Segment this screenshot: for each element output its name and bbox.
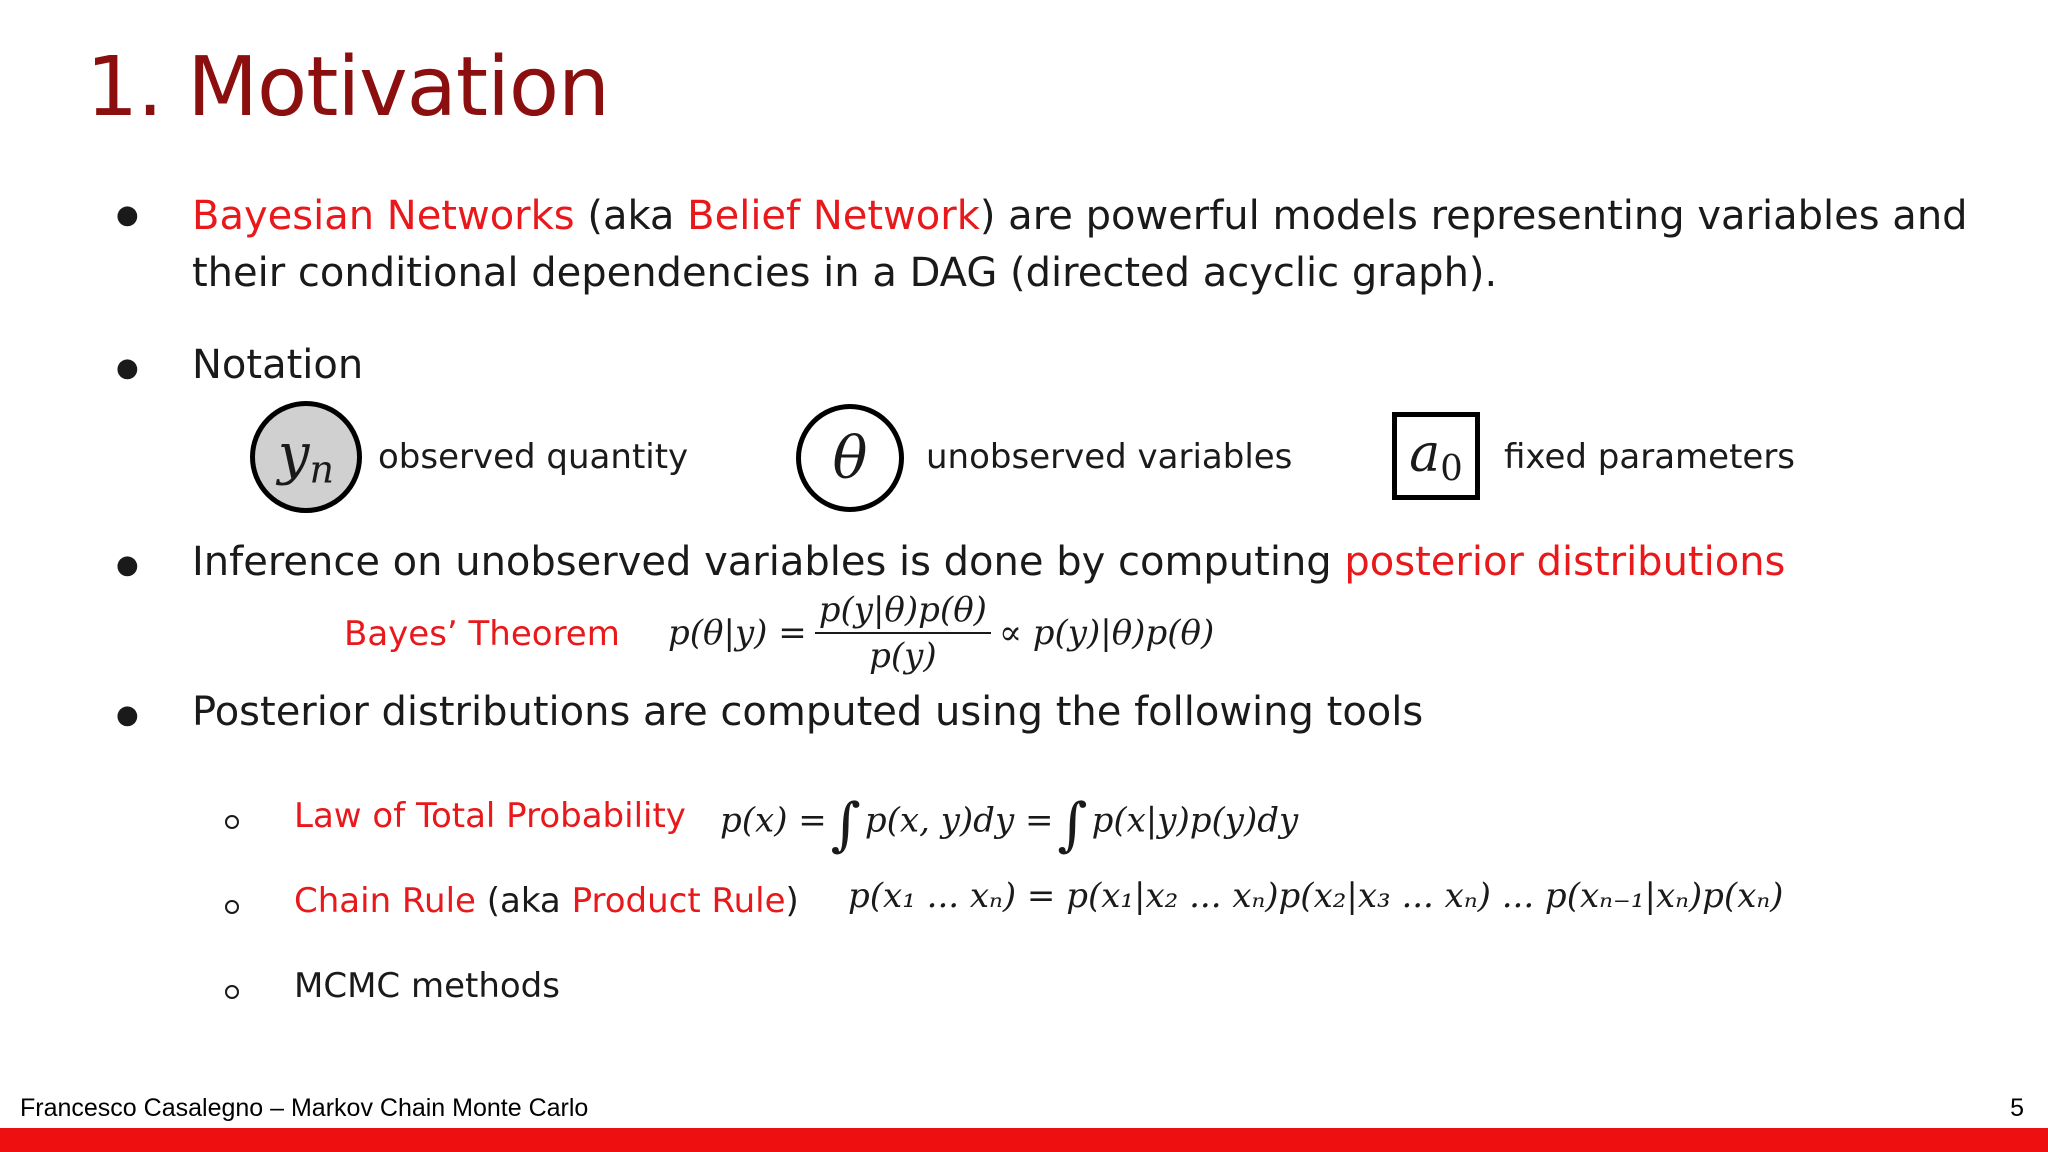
footer-author-title: Francesco Casalegno – Markov Chain Monte Carlo bbox=[20, 1094, 589, 1122]
observed-symbol: $y_n$ bbox=[277, 422, 335, 492]
notation-label: Notation bbox=[192, 342, 364, 388]
fixed-node-icon bbox=[1392, 412, 1480, 500]
sub-bullet-circle bbox=[225, 985, 239, 999]
term-belief-network: Belief Network bbox=[687, 193, 980, 239]
bayes-numerator: p(y|θ)p(θ) bbox=[815, 590, 991, 634]
term-posterior-distributions: posterior distributions bbox=[1344, 539, 1786, 585]
law-total-probability-formula: p(x) =∫ p(x, y)dy =∫ p(x|y)p(y)dy bbox=[720, 790, 1299, 858]
inference-text: Inference on unobserved variables is done by computing bbox=[192, 539, 1345, 585]
unobserved-node-icon bbox=[796, 404, 904, 512]
sub-bullet-circle bbox=[225, 900, 239, 914]
slide-title: 1. Motivation bbox=[86, 40, 610, 135]
term-product-rule: Product Rule bbox=[571, 881, 786, 921]
bullet-dot: ● bbox=[116, 353, 139, 383]
term-law-total-probability: Law of Total Probability bbox=[294, 796, 686, 836]
bullet-bayesian-networks bbox=[192, 188, 1968, 302]
unobserved-label: unobserved variables bbox=[926, 437, 1293, 477]
bullet-dot: ● bbox=[116, 550, 139, 580]
unobserved-symbol: θ bbox=[832, 424, 868, 492]
fixed-label: fixed parameters bbox=[1504, 437, 1796, 477]
mcmc-methods-item: MCMC methods bbox=[294, 966, 560, 1006]
fixed-symbol: $a_0$ bbox=[1409, 423, 1463, 489]
text-line1-rest: ) are powerful models representing variables and bbox=[979, 193, 1968, 239]
bottom-accent-bar bbox=[0, 1128, 2048, 1152]
bayes-rhs: ∝ p(y)|θ)p(θ) bbox=[998, 613, 1215, 653]
bullet-dot: ● bbox=[116, 700, 139, 730]
observed-node-icon bbox=[250, 401, 362, 513]
integral-sign: ∫ bbox=[830, 790, 861, 858]
term-chain-rule: Chain Rule bbox=[294, 881, 476, 921]
bayes-formula bbox=[668, 590, 1214, 676]
bullet-inference bbox=[192, 534, 1785, 591]
bayes-lhs: p(θ|y) = bbox=[668, 613, 807, 653]
text-line2: their conditional dependencies in a DAG (directed acyclic graph). bbox=[192, 250, 1498, 296]
bayes-denominator: p(y) bbox=[869, 636, 937, 676]
term-bayesian-networks: Bayesian Networks bbox=[192, 193, 575, 239]
bullet-dot: ● bbox=[116, 200, 139, 230]
integral-sign: ∫ bbox=[1057, 790, 1088, 858]
chain-rule-formula: p(x₁ ... xₙ) = p(x₁|x₂ ... xₙ)p(x₂|x₃ ... xₙ) ... p(xₙ₋₁|xₙ)p(xₙ) bbox=[848, 876, 1784, 916]
bayes-theorem-label: Bayes’ Theorem bbox=[344, 614, 620, 654]
sub-bullet-circle bbox=[225, 815, 239, 829]
text-aka: (aka bbox=[574, 193, 688, 239]
page-number: 5 bbox=[2010, 1094, 2024, 1122]
text-aka: (aka bbox=[475, 881, 572, 921]
chain-rule-item bbox=[294, 881, 799, 921]
bayes-fraction bbox=[815, 590, 991, 676]
bullet-tools: Posterior distributions are computed using the following tools bbox=[192, 689, 1424, 735]
observed-label: observed quantity bbox=[378, 437, 689, 477]
text-close-paren: ) bbox=[785, 881, 799, 921]
